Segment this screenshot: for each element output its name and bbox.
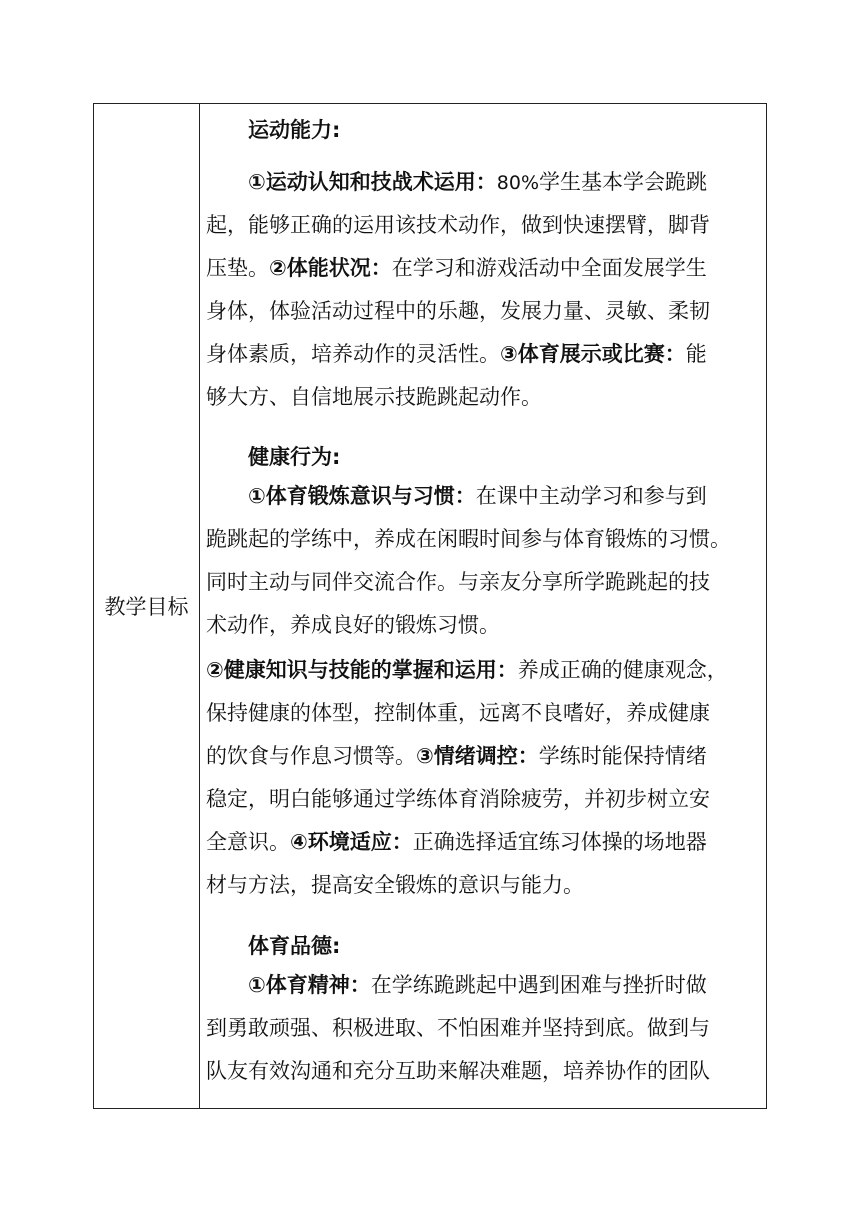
paragraph-line: 到勇敢顽强、积极进取、不怕困难并坚持到底。做到与: [206, 1016, 710, 1040]
subheading: ③情绪调控：: [416, 744, 539, 768]
objectives-content-cell: [200, 104, 766, 1108]
paragraph-line: [206, 828, 707, 856]
subheading: ②体能状况：: [269, 256, 392, 280]
paragraph-line: [206, 254, 707, 282]
objectives-table: [93, 103, 767, 1109]
paragraph-line: 起，能够正确的运用该技术动作，做到快速摆臂，脚背: [206, 213, 710, 237]
row-label: 教学目标: [104, 595, 189, 619]
paragraph-line: 稳定，明白能够通过学练体育消除疲劳，并初步树立安: [206, 787, 710, 811]
text-run: 在学练跪跳起中遇到困难与挫折时做: [370, 973, 707, 997]
paragraph-line: 队友有效沟通和充分互助来解决难题，培养协作的团队: [206, 1059, 710, 1083]
subheading: ④环境适应：: [290, 830, 413, 854]
paragraph-line: [206, 340, 707, 368]
paragraph-line: 材与方法，提高安全锻炼的意识与能力。: [206, 873, 584, 897]
subheading: ①运动认知和技战术运用：: [248, 170, 497, 194]
text-run: 能: [685, 342, 707, 366]
subheading: ②健康知识与技能的掌握和运用：: [206, 658, 518, 682]
percent-value: 80%: [496, 172, 540, 194]
text-run: 的饮食与作息习惯等。: [206, 744, 416, 768]
text-run: 在学习和游戏活动中全面发展学生: [391, 256, 707, 280]
subheading: ①体育精神：: [248, 973, 371, 997]
paragraph-line: [206, 656, 728, 684]
text-run: 学生基本学会跪跳: [539, 170, 708, 194]
paragraph-line: 术动作，养成良好的锻炼习惯。: [206, 613, 500, 637]
text-run: 学练时能保持情绪: [538, 744, 707, 768]
paragraph-line: 同时主动与同伴交流合作。与亲友分享所学跪跳起的技: [206, 570, 710, 594]
text-run: 正确选择适宜练习体操的场地器: [412, 830, 707, 854]
subheading: ③体育展示或比赛：: [500, 342, 686, 366]
paragraph-line: [206, 742, 707, 770]
paragraph-line: [248, 482, 707, 510]
paragraph-line: [248, 168, 707, 197]
paragraph-line: 身体，体验活动过程中的乐趣，发展力量、灵敏、柔韧: [206, 299, 710, 323]
section-heading-health: 健康行为:: [248, 445, 341, 469]
paragraph-line: 保持健康的体型，控制体重，远离不良嗜好，养成健康: [206, 701, 710, 725]
section-heading-ethics: 体育品德:: [248, 934, 341, 958]
text-run: 全意识。: [206, 830, 290, 854]
text-run: 在课中主动学习和参与到: [475, 484, 707, 508]
paragraph-line: 跪跳起的学练中，养成在闲暇时间参与体育锻炼的习惯。: [206, 527, 731, 551]
text-run: 养成正确的健康观念，: [517, 658, 728, 682]
subheading: ①体育锻炼意识与习惯：: [248, 484, 476, 508]
paragraph-line: [248, 971, 707, 999]
text-run: 身体素质，培养动作的灵活性。: [206, 342, 500, 366]
section-heading-motor: 运动能力:: [248, 118, 341, 142]
row-label-cell: [94, 104, 200, 1108]
text-run: 压垫。: [206, 256, 269, 280]
paragraph-line: 够大方、自信地展示技跪跳起动作。: [206, 385, 542, 409]
